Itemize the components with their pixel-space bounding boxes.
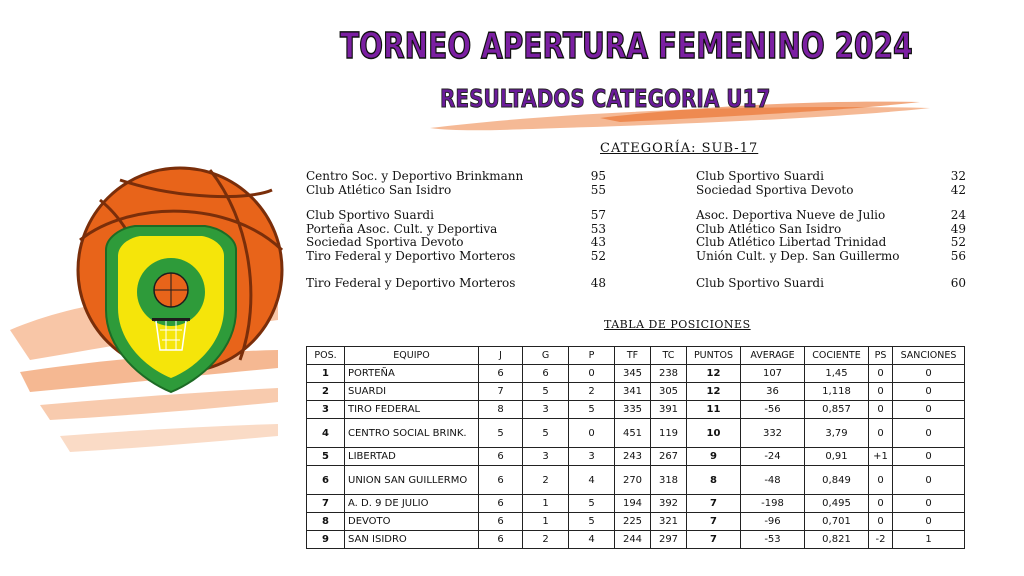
cell-average: 332: [741, 419, 805, 448]
cell-won: 1: [523, 495, 569, 513]
cell-pos: 7: [307, 495, 345, 513]
cell-pos: 9: [307, 531, 345, 549]
cell-points: 12: [687, 365, 741, 383]
result-row: [696, 170, 966, 184]
header-lost: P: [569, 347, 615, 365]
cell-average: -96: [741, 513, 805, 531]
cell-sanctions: 0: [893, 419, 965, 448]
cell-sanctions: 1: [893, 531, 965, 549]
cell-average: 36: [741, 383, 805, 401]
home-score: 52: [590, 248, 606, 263]
cell-team: SAN ISIDRO: [345, 531, 479, 549]
cell-points-against: 318: [651, 466, 687, 495]
result-row: [696, 236, 966, 250]
header-points-for: TF: [615, 347, 651, 365]
cell-points-for: 270: [615, 466, 651, 495]
header-points-against: TC: [651, 347, 687, 365]
away-score: 60: [950, 276, 966, 290]
result-row: [306, 170, 606, 184]
result-row: [696, 209, 966, 223]
logo-text: [133, 300, 134, 301]
cell-ps: -2: [869, 531, 893, 549]
cell-average: -48: [741, 466, 805, 495]
away-team: Club Sportivo Suardi: [696, 169, 824, 183]
cell-pos: 4: [307, 419, 345, 448]
home-team: Tiro Federal y Deportivo Morteros: [306, 276, 516, 290]
header-ps: PS: [869, 347, 893, 365]
away-team: Club Sportivo Suardi: [696, 276, 824, 290]
result-row: [696, 223, 966, 237]
home-team: Sociedad Sportiva Devoto: [306, 235, 464, 249]
cell-won: 2: [523, 466, 569, 495]
cell-quotient: 0,857: [805, 401, 869, 419]
cell-points-against: 238: [651, 365, 687, 383]
cell-points-for: 345: [615, 365, 651, 383]
cell-points-against: 321: [651, 513, 687, 531]
table-row: [307, 513, 965, 531]
home-score: 57: [590, 208, 606, 222]
away-team: Club Atlético Libertad Trinidad: [696, 235, 887, 249]
cell-points: 10: [687, 419, 741, 448]
cell-played: 6: [479, 495, 523, 513]
cell-points-against: 119: [651, 419, 687, 448]
away-team: Unión Cult. y Dep. San Guillermo: [696, 248, 900, 263]
cell-played: 6: [479, 513, 523, 531]
standings-title: TABLA DE POSICIONES: [604, 318, 751, 331]
cell-team: LIBERTAD: [345, 448, 479, 466]
cell-played: 6: [479, 466, 523, 495]
cell-points-for: 335: [615, 401, 651, 419]
page-title: TORNEO APERTURA FEMENINO 2024: [340, 26, 913, 67]
home-team: Porteña Asoc. Cult. y Deportiva: [306, 221, 498, 236]
cell-played: 6: [479, 365, 523, 383]
cell-team: SUARDI: [345, 383, 479, 401]
away-team: Asoc. Deportiva Nueve de Julio: [696, 208, 886, 222]
cell-points: 7: [687, 531, 741, 549]
cell-played: 6: [479, 448, 523, 466]
cell-team: DEVOTO: [345, 513, 479, 531]
away-score: 49: [950, 221, 966, 236]
results-left-group-2: [306, 209, 606, 263]
brush-stroke: [60, 424, 278, 452]
cell-sanctions: 0: [893, 466, 965, 495]
cell-won: 3: [523, 401, 569, 419]
cell-pos: 8: [307, 513, 345, 531]
result-row: [696, 184, 966, 198]
away-score: 56: [950, 248, 966, 263]
cell-average: -198: [741, 495, 805, 513]
category-heading: CATEGORÍA: SUB-17: [600, 141, 759, 156]
cell-points: 7: [687, 513, 741, 531]
home-team: Club Sportivo Suardi: [306, 208, 434, 222]
cell-sanctions: 0: [893, 383, 965, 401]
away-score: 24: [950, 208, 966, 222]
results-right-group-3: [696, 277, 966, 291]
cell-sanctions: 0: [893, 448, 965, 466]
cell-played: 7: [479, 383, 523, 401]
table-row: [307, 466, 965, 495]
cell-won: 3: [523, 448, 569, 466]
cell-quotient: 1,118: [805, 383, 869, 401]
page-subtitle: RESULTADOS CATEGORIA U17: [440, 84, 771, 113]
table-row: [307, 531, 965, 549]
header-won: G: [523, 347, 569, 365]
header-average: AVERAGE: [741, 347, 805, 365]
results-right-group-1: [696, 170, 966, 197]
cell-points: 8: [687, 466, 741, 495]
cell-points: 7: [687, 495, 741, 513]
cell-sanctions: 0: [893, 495, 965, 513]
cell-points-against: 297: [651, 531, 687, 549]
header-quotient: COCIENTE: [805, 347, 869, 365]
result-row: [306, 277, 606, 291]
cell-lost: 0: [569, 419, 615, 448]
cell-quotient: 0,849: [805, 466, 869, 495]
cell-lost: 3: [569, 448, 615, 466]
cell-quotient: 0,701: [805, 513, 869, 531]
cell-points-for: 244: [615, 531, 651, 549]
header-points: PUNTOS: [687, 347, 741, 365]
cell-pos: 2: [307, 383, 345, 401]
table-row: [307, 401, 965, 419]
home-score: 95: [590, 169, 606, 183]
cell-sanctions: 0: [893, 365, 965, 383]
cell-points: 11: [687, 401, 741, 419]
cell-sanctions: 0: [893, 513, 965, 531]
cell-team: UNION SAN GUILLERMO: [345, 466, 479, 495]
cell-played: 5: [479, 419, 523, 448]
cell-won: 5: [523, 383, 569, 401]
cell-average: -24: [741, 448, 805, 466]
cell-played: 6: [479, 531, 523, 549]
cell-ps: 0: [869, 495, 893, 513]
header-pos: POS.: [307, 347, 345, 365]
cell-points-for: 451: [615, 419, 651, 448]
results-right-group-2: [696, 209, 966, 263]
cell-quotient: 1,45: [805, 365, 869, 383]
away-team: Club Atlético San Isidro: [696, 221, 842, 236]
brush-stroke: [40, 388, 278, 420]
cell-team: CENTRO SOCIAL BRINK.: [345, 419, 479, 448]
table-row: [307, 495, 965, 513]
cell-pos: 5: [307, 448, 345, 466]
away-score: 42: [950, 182, 966, 197]
result-row: [696, 250, 966, 264]
cell-average: -53: [741, 531, 805, 549]
cell-quotient: 0,91: [805, 448, 869, 466]
cell-points-against: 267: [651, 448, 687, 466]
cell-ps: 0: [869, 466, 893, 495]
cell-average: -56: [741, 401, 805, 419]
standings-header-row: [307, 347, 965, 365]
results-left-group-3: [306, 277, 606, 291]
result-row: [306, 184, 606, 198]
result-row: [306, 209, 606, 223]
home-score: 48: [590, 276, 606, 290]
cell-lost: 0: [569, 365, 615, 383]
cell-lost: 4: [569, 531, 615, 549]
home-team: Tiro Federal y Deportivo Morteros: [306, 248, 516, 263]
cell-ps: 0: [869, 401, 893, 419]
cell-pos: 6: [307, 466, 345, 495]
home-team: Centro Soc. y Deportivo Brinkmann: [306, 169, 524, 183]
table-row: [307, 419, 965, 448]
header-team: EQUIPO: [345, 347, 479, 365]
cell-ps: 0: [869, 419, 893, 448]
cell-sanctions: 0: [893, 401, 965, 419]
cell-ps: +1: [869, 448, 893, 466]
cell-team: TIRO FEDERAL: [345, 401, 479, 419]
away-score: 52: [950, 235, 966, 249]
cell-points-for: 341: [615, 383, 651, 401]
away-team: Sociedad Sportiva Devoto: [696, 182, 854, 197]
cell-ps: 0: [869, 513, 893, 531]
cell-points: 12: [687, 383, 741, 401]
cell-lost: 2: [569, 383, 615, 401]
cell-average: 107: [741, 365, 805, 383]
cell-team: A. D. 9 DE JULIO: [345, 495, 479, 513]
cell-points-against: 391: [651, 401, 687, 419]
home-score: 55: [590, 182, 606, 197]
table-row: [307, 448, 965, 466]
result-row: [306, 236, 606, 250]
cell-quotient: 3,79: [805, 419, 869, 448]
cell-won: 2: [523, 531, 569, 549]
cell-won: 5: [523, 419, 569, 448]
cell-lost: 5: [569, 495, 615, 513]
cell-won: 6: [523, 365, 569, 383]
cell-won: 1: [523, 513, 569, 531]
cell-ps: 0: [869, 383, 893, 401]
cell-quotient: 0,495: [805, 495, 869, 513]
cell-lost: 5: [569, 513, 615, 531]
home-score: 43: [590, 235, 606, 249]
cell-points: 9: [687, 448, 741, 466]
cell-pos: 1: [307, 365, 345, 383]
result-row: [306, 250, 606, 264]
header-played: J: [479, 347, 523, 365]
table-row: [307, 383, 965, 401]
home-team: Club Atlético San Isidro: [306, 182, 452, 197]
cell-lost: 5: [569, 401, 615, 419]
cell-points-for: 225: [615, 513, 651, 531]
cell-points-for: 194: [615, 495, 651, 513]
cell-played: 8: [479, 401, 523, 419]
results-left-group-1: [306, 170, 606, 197]
header-sanctions: SANCIONES: [893, 347, 965, 365]
cell-points-against: 392: [651, 495, 687, 513]
cell-points-against: 305: [651, 383, 687, 401]
cell-points-for: 243: [615, 448, 651, 466]
away-score: 32: [950, 169, 966, 183]
result-row: [306, 223, 606, 237]
table-row: [307, 365, 965, 383]
result-row: [696, 277, 966, 291]
cell-team: PORTEÑA: [345, 365, 479, 383]
cell-ps: 0: [869, 365, 893, 383]
standings-table: [306, 346, 965, 549]
cell-quotient: 0,821: [805, 531, 869, 549]
cell-lost: 4: [569, 466, 615, 495]
cell-pos: 3: [307, 401, 345, 419]
home-score: 53: [590, 221, 606, 236]
